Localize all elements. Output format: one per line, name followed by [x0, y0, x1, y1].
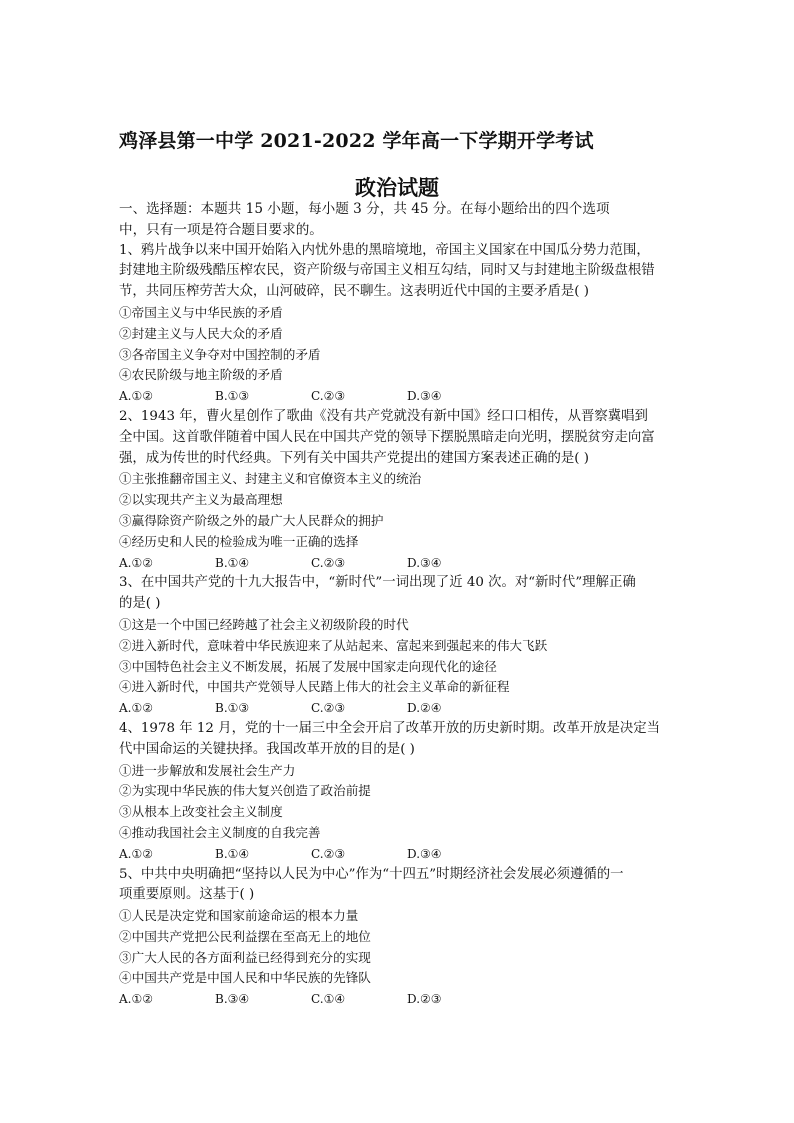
answer-choice-b: B.①④ [215, 555, 250, 570]
statement-option: ①这是一个中国已经跨越了社会主义初级阶段的时代 [119, 616, 409, 632]
statement-option: ③中国特色社会主义不断发展，拓展了发展中国家走向现代化的途径 [119, 658, 497, 674]
answer-choice-d: D.③④ [407, 846, 442, 861]
statement-option: ③各帝国主义争夺对中国控制的矛盾 [119, 346, 321, 362]
statement-option: ②以实现共产主义为最高理想 [119, 492, 283, 508]
statement-option: ②为实现中华民族的伟大复兴创造了政治前提 [119, 783, 371, 799]
statement-option: ①进一步解放和发展社会生产力 [119, 762, 296, 778]
question-4 [119, 719, 679, 865]
question-stem-line: 4、1978 年 12 月，党的十一届三中全会开启了改革开放的历史新时期。改革开放是决定当 [119, 720, 661, 736]
answer-choice-c: C.②③ [311, 846, 346, 861]
answer-choice-d: D.②③ [407, 992, 442, 1007]
statement-option: ④农民阶级与地主阶级的矛盾 [119, 367, 283, 383]
question-1 [119, 241, 679, 407]
answer-choices [119, 989, 679, 1010]
answer-choice-c: C.②③ [311, 701, 346, 716]
statement-option: ④经历史和人民的检验成为唯一正确的选择 [119, 533, 359, 549]
statement-option: ①主张推翻帝国主义、封建主义和官僚资本主义的统治 [119, 471, 422, 487]
answer-choices [119, 698, 679, 719]
answer-choice-a: A.①② [119, 555, 153, 570]
statement-option: ③广大人民的各方面利益已经得到充分的实现 [119, 949, 371, 965]
answer-choice-b: B.①③ [215, 389, 250, 404]
exam-subject-title: 政治试题 [355, 175, 439, 200]
statement-option: ②中国共产党把公民利益摆在至高无上的地位 [119, 928, 371, 944]
answer-choice-b: B.①③ [215, 701, 250, 716]
question-stem-line: 1、鸦片战争以来中国开始陷入内忧外患的黑暗境地，帝国主义国家在中国瓜分势力范围， [119, 242, 650, 258]
question-stem-line: 的是( ) [119, 596, 161, 612]
statement-option: ④进入新时代，中国共产党领导人民踏上伟大的社会主义革命的新征程 [119, 679, 510, 695]
answer-choice-b: B.③④ [215, 992, 250, 1007]
statement-option: ①帝国主义与中华民族的矛盾 [119, 304, 283, 320]
answer-choices [119, 386, 679, 407]
statement-option: ②进入新时代，意味着中华民族迎来了从站起来、富起来到强起来的伟大飞跃 [119, 637, 548, 653]
question-stem-line: 强，成为传世的时代经典。下列有关中国共产党提出的建国方案表述正确的是( ) [119, 450, 589, 466]
question-2 [119, 407, 679, 573]
section-instruction-line: 中，只有一项是符合题目要求的。 [119, 221, 323, 238]
question-3 [119, 573, 679, 719]
answer-choice-a: A.①② [119, 992, 153, 1007]
question-stem-line: 全中国。这首歌伴随着中国人民在中国共产党的领导下摆脱黑暗走向光明，摆脱贫穷走向富 [119, 429, 655, 445]
question-stem-line: 2、1943 年，曹火星创作了歌曲《没有共产党就没有新中国》经口口相传，从晋察冀唱到 [119, 408, 648, 424]
answer-choice-c: C.②③ [311, 555, 346, 570]
answer-choice-d: D.③④ [407, 389, 442, 404]
answer-choice-c: C.②③ [311, 389, 346, 404]
answer-choice-c: C.①④ [311, 992, 346, 1007]
question-stem-line: 封建地主阶级残酷压榨农民，资产阶级与帝国主义相互勾结，同时又与封建地主阶级盘根错 [119, 263, 655, 279]
answer-choices [119, 844, 679, 865]
answer-choice-a: A.①② [119, 389, 153, 404]
answer-choice-d: D.③④ [407, 555, 442, 570]
answer-choice-a: A.①② [119, 701, 153, 716]
answer-choice-d: D.②④ [407, 701, 442, 716]
exam-content [119, 199, 679, 1010]
question-stem-line: 代中国命运的关键抉择。我国改革开放的目的是( ) [119, 741, 415, 757]
question-stem-line: 节，共同压榨劳苦大众，山河破碎，民不聊生。这表明近代中国的主要矛盾是( ) [119, 284, 589, 300]
answer-choice-b: B.①④ [215, 846, 250, 861]
question-5 [119, 865, 679, 1011]
question-stem-line: 5、中共中央明确把“坚持以人民为中心”作为“十四五”时期经济社会发展必须遵循的一 [119, 866, 624, 882]
statement-option: ①人民是决定党和国家前途命运的根本力量 [119, 908, 359, 924]
statement-option: ③从根本上改变社会主义制度 [119, 804, 283, 820]
statement-option: ④中国共产党是中国人民和中华民族的先锋队 [119, 970, 371, 986]
statement-option: ②封建主义与人民大众的矛盾 [119, 325, 283, 341]
statement-option: ④推动我国社会主义制度的自我完善 [119, 824, 321, 840]
section-instruction-line: 一、选择题：本题共 15 小题，每小题 3 分，共 45 分。在每小题给出的四个选项 [119, 201, 610, 217]
question-stem-line: 3、在中国共产党的十九大报告中，“新时代”一词出现了近 40 次。对“新时代”理解正确 [119, 575, 636, 591]
answer-choices [119, 553, 679, 574]
answer-choice-a: A.①② [119, 846, 153, 861]
question-stem-line: 项重要原则。这基于( ) [119, 887, 255, 903]
statement-option: ③赢得除资产阶级之外的最广大人民群众的拥护 [119, 512, 384, 528]
exam-title: 鸡泽县第一中学 2021-2022 学年高一下学期开学考试 [119, 130, 594, 152]
